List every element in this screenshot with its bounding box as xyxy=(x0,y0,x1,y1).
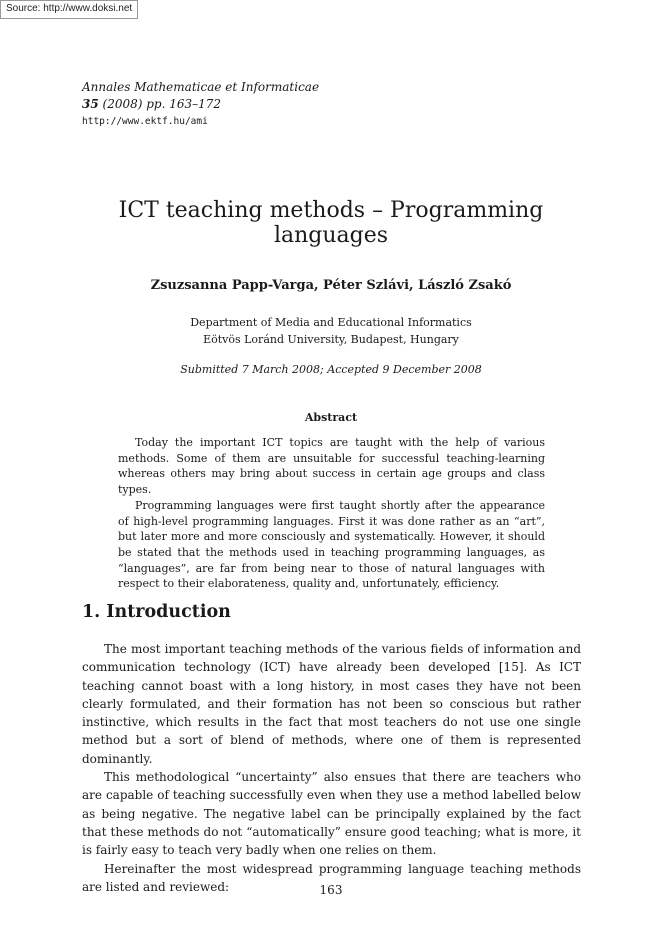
journal-details: (2008) pp. 163–172 xyxy=(102,97,222,111)
affiliation-university: Eötvös Loránd University, Budapest, Hungary xyxy=(203,333,459,346)
source-label: Source: http://www.doksi.net xyxy=(0,0,138,19)
paper-authors: Zsuzsanna Papp-Varga, Péter Szlávi, László Zsakó xyxy=(150,278,512,293)
journal-header xyxy=(82,79,319,130)
paper-title: ICT teaching methods – Programming languages xyxy=(118,198,544,248)
affiliation-department: Department of Media and Educational Informatics xyxy=(190,316,472,329)
body-paragraph: Hereinafter the most widespread programming language teaching methods are listed and reviewed: xyxy=(82,861,581,894)
journal-name: Annales Mathematicae et Informaticae xyxy=(82,80,320,94)
body-paragraph: The most important teaching methods of the various fields of information and communication technology (ICT) have already been developed [15]. As ICT teaching cannot boast with a long history, in most cases they have not been clearly formulated, and their formation has not been so conscious but rather instinctive, which results in the fact that most teachers do not use one single method but a sort of blend of methods, where one of them is represented dominantly. xyxy=(82,642,581,766)
submission-dates: Submitted 7 March 2008; Accepted 9 December 2008 xyxy=(180,363,482,376)
abstract-paragraph: Programming languages were first taught shortly after the appearance of high-level programming languages. First it was done rather as an “art”, but later more and more consciously and systematically. However, it should be stated that the methods used in teaching programming languages, as “languages”, are far from being near to those of natural languages with respect to their elaborateness, quality and, unfortunately, efficiency. xyxy=(118,498,545,591)
body-paragraph: This methodological “uncertainty” also ensues that there are teachers who are capable of teaching successfully even when they use a method labelled below as being negative. The negative label can be principally explained by the fact that these methods do not “automatically” ensure good teaching; what is more, it is fairly easy to teach very badly when one relies on them. xyxy=(82,770,581,858)
section-body xyxy=(82,640,581,896)
section-title: Introduction xyxy=(106,602,231,622)
abstract-paragraph: Today the important ICT topics are taught with the help of various methods. Some of them are unsuitable for successful teaching-learning whereas others may bring about success in certain age groups and class types. xyxy=(118,436,545,497)
section-heading xyxy=(82,602,237,622)
abstract-heading: Abstract xyxy=(304,411,358,424)
journal-url[interactable]: http://www.ektf.hu/ami xyxy=(82,116,208,127)
journal-volume-line xyxy=(82,96,319,113)
page-number: 163 xyxy=(319,883,343,897)
journal-volume: 35 xyxy=(82,97,99,111)
section-number: 1. xyxy=(82,602,101,622)
abstract-body xyxy=(118,435,545,592)
affiliation xyxy=(82,314,580,348)
